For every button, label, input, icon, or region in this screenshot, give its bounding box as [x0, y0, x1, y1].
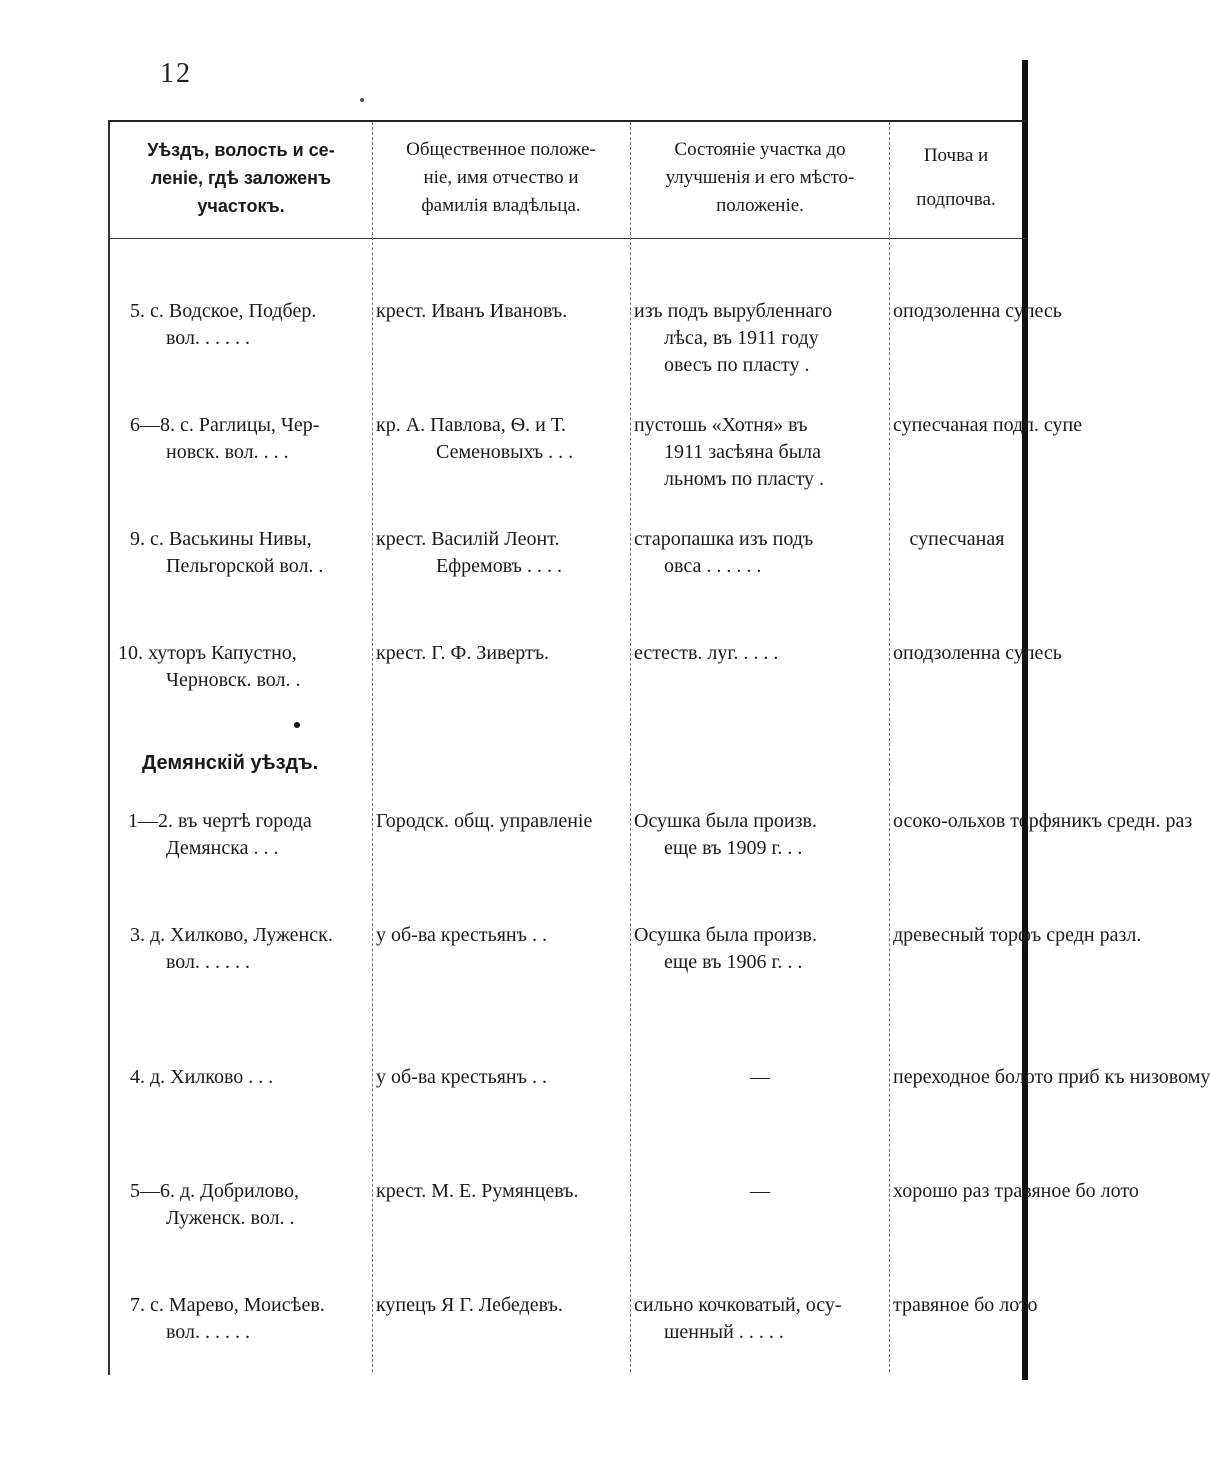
cell-line: средн. раз — [1107, 810, 1193, 832]
header-line: улучшенія и его мѣсто- — [665, 167, 855, 188]
cell-line: у об-ва крестьянъ . . — [376, 1066, 547, 1088]
cell-line: оподзоленна — [893, 300, 1001, 322]
cell-line: Демянска . . . — [166, 837, 279, 859]
cell-line: у об-ва крестьянъ . . — [376, 924, 547, 946]
cell-owner — [376, 640, 628, 667]
header-line: фамилія владѣльца. — [421, 195, 581, 216]
cell-line: льномъ по пласту . — [664, 468, 825, 490]
cell-line: осоко-ольхов — [893, 810, 1006, 832]
cell-line: подп. супе — [992, 414, 1083, 436]
cell-location — [118, 1292, 368, 1346]
header-line: положеніе. — [716, 195, 804, 216]
cell-line: кр. А. Павлова, Ѳ. и Т. — [376, 414, 567, 436]
cell-line: еще въ 1906 г. . . — [664, 951, 803, 973]
cell-line: Городск. общ. управленіе — [376, 810, 593, 832]
cell-location — [118, 808, 368, 862]
cell-line: крест. Г. Ф. Зивертъ. — [376, 642, 550, 664]
cell-location — [118, 640, 368, 694]
cell-line: Ефремовъ . . . . — [436, 555, 562, 577]
cell-line: Луженск. вол. . — [166, 1207, 295, 1229]
cell-condition — [634, 1292, 886, 1346]
cell-line: еще въ 1909 г. . . — [664, 837, 803, 859]
cell-line: 5. с. Водское, Подбер. — [130, 300, 317, 322]
cell-owner — [376, 298, 628, 325]
cell-line: овесъ по пласту . — [664, 354, 810, 376]
header-line: подпочва. — [916, 189, 996, 210]
cell-soil — [893, 1064, 1210, 1091]
cell-line: 6—8. с. Раглицы, Чер- — [130, 414, 320, 436]
cell-location — [118, 1064, 368, 1091]
cell-condition — [634, 1064, 886, 1091]
header-line: Общественное положе- — [406, 139, 596, 160]
column-divider — [889, 122, 890, 1372]
header-soil — [891, 136, 1021, 214]
header-line: Состояніе участка до — [674, 139, 846, 160]
cell-line: оподзоленна — [893, 642, 1001, 664]
cell-line: хорошо раз — [893, 1180, 990, 1202]
cell-line: новск. вол. . . . — [166, 441, 289, 463]
cell-line: Пельгорской вол. . — [166, 555, 324, 577]
cell-condition — [634, 640, 886, 667]
cell-owner — [376, 1292, 628, 1319]
speck — [360, 98, 364, 102]
cell-condition — [634, 1178, 886, 1205]
cell-line: крест. Василій Леонт. — [376, 528, 560, 550]
cell-soil — [893, 640, 1062, 667]
cell-soil — [893, 298, 1062, 325]
cell-line: супесчаная — [909, 528, 1005, 550]
cell-line: Осушка была произв. — [634, 924, 817, 946]
cell-condition — [634, 298, 886, 379]
cell-line: — — [750, 1066, 770, 1088]
cell-line: Черновск. вол. . — [166, 669, 301, 691]
cell-line: вол. . . . . . — [166, 951, 251, 973]
cell-condition — [634, 922, 886, 976]
cell-line: пустошь «Хотня» въ — [634, 414, 808, 436]
cell-line: 4. д. Хилково . . . — [130, 1066, 274, 1088]
header-owner — [374, 136, 628, 220]
cell-line: — — [750, 1180, 770, 1202]
header-line: ніе, имя отчество и — [423, 167, 579, 188]
cell-line: лото — [1100, 1180, 1139, 1202]
cell-line: къ низовому — [1104, 1066, 1210, 1088]
cell-line: вол. . . . . . — [166, 1321, 251, 1343]
cell-line: крест. Иванъ Ивановъ. — [376, 300, 568, 322]
cell-line: шенный . . . . . — [664, 1321, 784, 1343]
table-left-rule — [108, 120, 110, 1375]
header-district — [112, 136, 370, 220]
cell-location — [118, 526, 368, 580]
cell-line: овса . . . . . . — [664, 555, 762, 577]
cell-line: 1911 засѣяна была — [664, 441, 822, 463]
cell-line: супесь — [1005, 300, 1062, 322]
cell-line: 5—6. д. Добрилово, — [130, 1180, 299, 1202]
cell-owner — [376, 922, 628, 949]
cell-soil — [893, 1292, 1038, 1319]
cell-soil — [893, 1178, 1139, 1205]
cell-condition — [634, 526, 886, 580]
cell-line: Семеновыхъ . . . — [436, 441, 574, 463]
cell-line: 7. с. Марево, Моисѣев. — [130, 1294, 325, 1316]
cell-soil — [893, 922, 1142, 949]
cell-line: переходное — [893, 1066, 990, 1088]
cell-line: лото — [999, 1294, 1038, 1316]
cell-owner — [376, 808, 628, 835]
cell-line: древесный — [893, 924, 985, 946]
cell-owner — [376, 526, 628, 580]
cell-line: вол. . . . . . — [166, 327, 251, 349]
header-line: Почва и — [923, 145, 989, 166]
cell-line: изъ подъ вырубленнаго — [634, 300, 833, 322]
cell-line: разл. — [1099, 924, 1142, 946]
cell-owner — [376, 1178, 628, 1205]
cell-owner — [376, 412, 628, 466]
cell-line: 9. с. Васькины Нивы, — [130, 528, 312, 550]
cell-line: травяное бо — [893, 1294, 995, 1316]
header-line: леніе, гдѣ заложенъ — [150, 168, 332, 188]
header-condition — [632, 136, 888, 220]
cell-line: купецъ Я Г. Лебедевъ. — [376, 1294, 563, 1316]
cell-line: 10. хуторъ Капустно, — [118, 642, 297, 664]
cell-line: торфяникъ — [1010, 810, 1103, 832]
cell-line: старопашка изъ подъ — [634, 528, 814, 550]
cell-owner — [376, 1064, 628, 1091]
speck — [294, 722, 300, 728]
cell-soil — [893, 412, 1083, 439]
cell-line: естеств. луг. . . . . — [634, 642, 779, 664]
cell-line: 3. д. Хилково, Луженск. — [130, 924, 333, 946]
cell-location — [118, 922, 368, 976]
cell-soil — [893, 808, 1193, 835]
cell-line: Осушка была произв. — [634, 810, 817, 832]
page-number: 12 — [160, 58, 192, 89]
cell-condition — [634, 808, 886, 862]
cell-location — [118, 412, 368, 466]
cell-soil — [893, 526, 1021, 553]
cell-line: крест. М. Е. Румянцевъ. — [376, 1180, 579, 1202]
column-divider — [372, 122, 373, 1372]
cell-line: сильно кочковатый, осу- — [634, 1294, 842, 1316]
cell-location — [118, 1178, 368, 1232]
cell-line: травяное бо — [994, 1180, 1096, 1202]
cell-line: болото приб — [994, 1066, 1100, 1088]
header-line: участокъ. — [197, 196, 285, 216]
cell-line: торфъ средн — [989, 924, 1095, 946]
cell-condition — [634, 412, 886, 493]
cell-line: супесь — [1005, 642, 1062, 664]
cell-line: лѣса, въ 1911 году — [664, 327, 819, 349]
section-title: Демянскій уѣздъ. — [142, 752, 319, 774]
header-line: Уѣздъ, волость и се- — [147, 140, 335, 160]
cell-line: супесчаная — [893, 414, 988, 436]
cell-line: 1—2. въ чертѣ города — [128, 810, 312, 832]
column-divider — [630, 122, 631, 1372]
cell-location — [118, 298, 368, 352]
